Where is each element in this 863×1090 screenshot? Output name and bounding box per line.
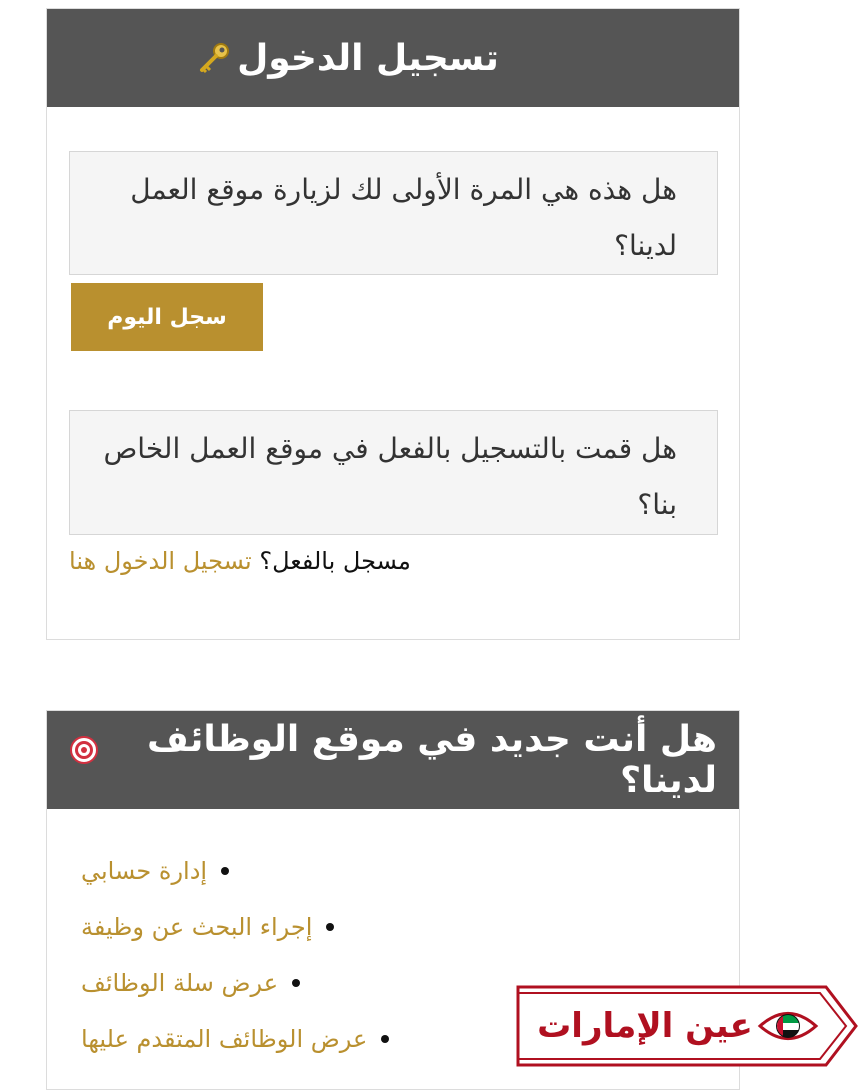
- key-icon: [197, 41, 231, 75]
- login-widget-header: [47, 9, 739, 107]
- login-widget: [46, 8, 740, 640]
- first-visit-question: هل هذه هي المرة الأولى لك لزيارة موقع العمل لدينا؟: [69, 151, 718, 275]
- list-item: [47, 907, 739, 947]
- bullet-icon: [292, 979, 300, 987]
- new-user-widget-header: [47, 711, 739, 809]
- bullet-icon: [221, 867, 229, 875]
- bullet-icon: [381, 1035, 389, 1043]
- applied-jobs-link[interactable]: عرض الوظائف المتقدم عليها: [81, 1025, 368, 1053]
- job-basket-link[interactable]: عرض سلة الوظائف: [81, 969, 279, 997]
- register-today-button[interactable]: سجل اليوم: [71, 283, 263, 351]
- job-search-link[interactable]: إجراء البحث عن وظيفة: [81, 913, 313, 941]
- eye-icon: [756, 1003, 820, 1049]
- login-line: [69, 547, 469, 575]
- target-icon: [69, 735, 99, 765]
- emirates-eye-banner: [516, 985, 860, 1067]
- list-item: [47, 851, 739, 891]
- manage-account-link[interactable]: إدارة حسابي: [81, 857, 208, 885]
- banner-text: عين الإمارات: [537, 1006, 753, 1046]
- bullet-icon: [326, 923, 334, 931]
- login-widget-title: تسجيل الدخول: [237, 37, 499, 79]
- already-registered-question: هل قمت بالتسجيل بالفعل في موقع العمل الخاص بنا؟: [69, 410, 718, 535]
- already-registered-text: مسجل بالفعل؟: [259, 547, 411, 575]
- login-here-link[interactable]: تسجيل الدخول هنا: [69, 547, 252, 575]
- new-user-widget-title: هل أنت جديد في موقع الوظائف لدينا؟: [146, 719, 717, 801]
